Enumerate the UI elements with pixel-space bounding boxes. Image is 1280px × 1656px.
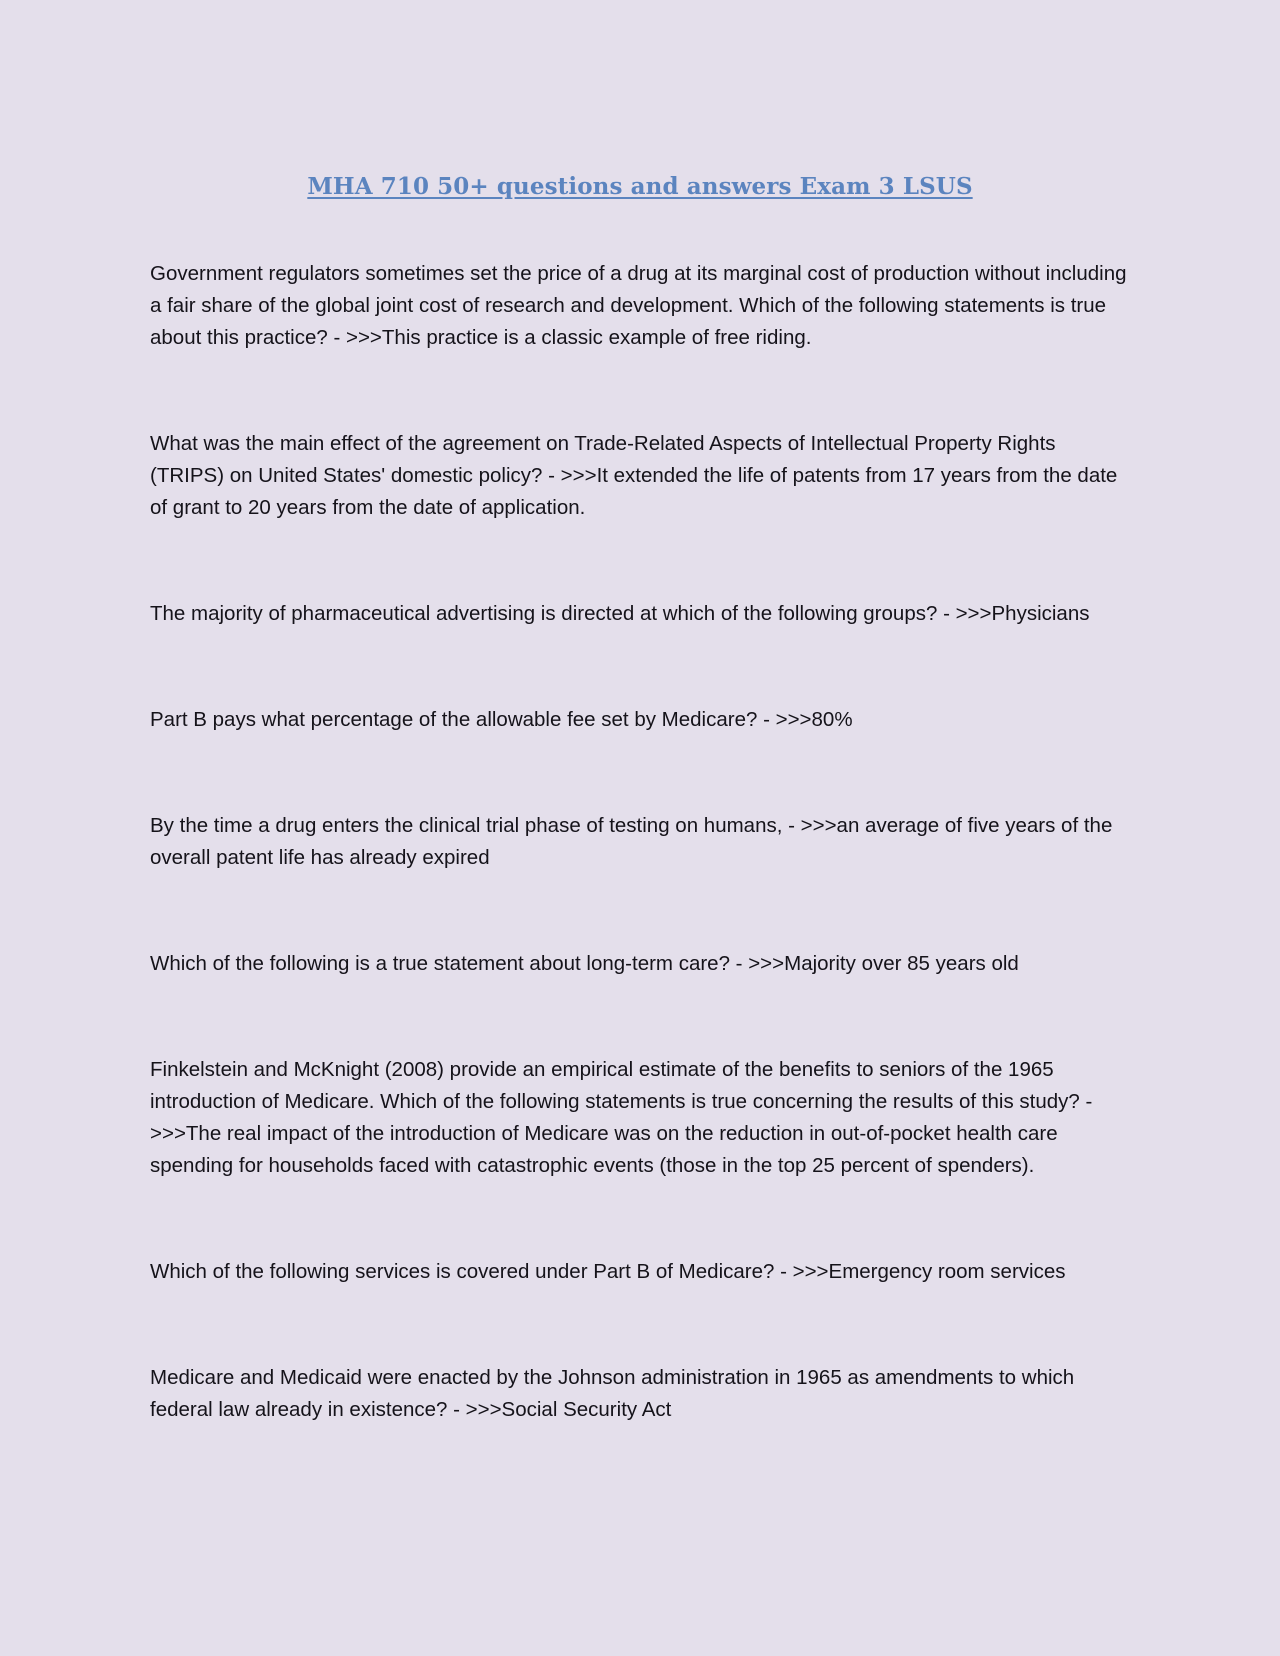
qa-item bbox=[150, 598, 1135, 630]
qa-text: By the time a drug enters the clinical trial phase of testing on humans, - >>>an average of five years of the overall patent life has already expired bbox=[150, 814, 1113, 869]
qa-text: Medicare and Medicaid were enacted by the Johnson administration in 1965 as amendments to which federal law already in existence? - >>>Social Security Act bbox=[150, 1366, 1075, 1421]
qa-text: Which of the following is a true statement about long-term care? - >>>Majority over 85 years old bbox=[150, 952, 1019, 975]
qa-item bbox=[150, 1054, 1135, 1182]
qa-item bbox=[150, 948, 1135, 980]
qa-item bbox=[150, 810, 1135, 874]
qa-text: Government regulators sometimes set the price of a drug at its marginal cost of production without including a fair share of the global joint cost of research and development. Which of the following statements is true about this practice? - >>>This practice is a classic example of free riding. bbox=[150, 262, 1127, 349]
qa-list bbox=[150, 258, 1135, 1500]
qa-text: Finkelstein and McKnight (2008) provide an empirical estimate of the benefits to seniors of the 1965 introduction of Medicare. Which of the following statements is true concerning the results of this study? - >>>The real impact of the introduction of Medicare was on the reduction in out-of-pocket health care spending for households faced with catastrophic events (those in the top 25 percent of spenders). bbox=[150, 1058, 1093, 1177]
qa-text: The majority of pharmaceutical advertising is directed at which of the following groups? - >>>Physicians bbox=[150, 602, 1090, 625]
document-title: MHA 710 50+ questions and answers Exam 3 LSUS bbox=[307, 173, 973, 200]
qa-item bbox=[150, 1362, 1135, 1426]
qa-item bbox=[150, 258, 1135, 354]
qa-item bbox=[150, 1256, 1135, 1288]
qa-text: What was the main effect of the agreement on Trade-Related Aspects of Intellectual Property Rights (TRIPS) on United States' domestic policy? - >>>It extended the life of patents from 17 years from the date of grant to 20 years from the date of application. bbox=[150, 432, 1118, 519]
qa-item bbox=[150, 704, 1135, 736]
qa-text: Part B pays what percentage of the allowable fee set by Medicare? - >>>80% bbox=[150, 708, 853, 731]
qa-item bbox=[150, 428, 1135, 524]
qa-text: Which of the following services is covered under Part B of Medicare? - >>>Emergency room services bbox=[150, 1260, 1066, 1283]
